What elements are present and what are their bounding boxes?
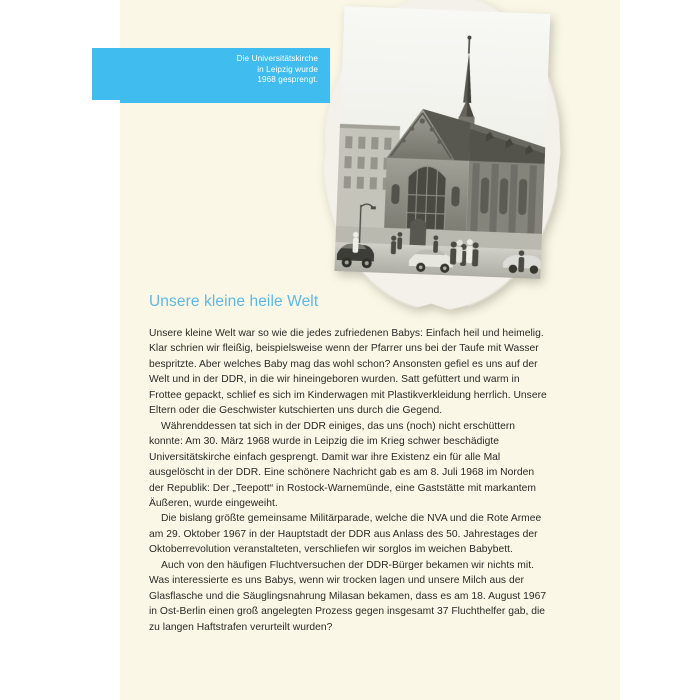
church-photograph-graphic	[334, 6, 550, 279]
caption-line-3: 1968 gesprengt.	[257, 75, 318, 85]
caption-line-1: Die Universitätskirche	[236, 54, 318, 63]
caption-underline-rule	[120, 100, 330, 103]
photo-caption-band	[92, 48, 330, 100]
article-heading: Unsere kleine heile Welt	[149, 293, 319, 310]
photo-image	[334, 6, 550, 279]
photo-universitaetskirche	[316, 0, 568, 316]
body-paragraph-2: Währenddessen tat sich in der DDR einiges, das uns (noch) nicht erschüttern konnte: Am 30. März 1968 wurde in Leipzig die im Krieg schwer beschädigte Universitätskirche einfach gesprengt. Damit war ihre Existenz ein für alle Mal ausgelöscht in der DDR. Eine schönere Nachricht gab es am 8. Juli 1968 im Norden der Republik: Der „Teepott“ in Rostock-Warnemünde, eine Gaststätte mit markantem Äußeren, wurde eingeweiht.	[149, 420, 536, 509]
caption-line-2: in Leipzig wurde	[257, 64, 318, 74]
article-container	[149, 292, 549, 635]
body-paragraph-4: Auch von den häufigen Fluchtversuchen der DDR-Bürger bekamen wir nichts mit. Was interessierte es uns Babys, wenn wir trocken lagen und unsere Milch aus der Glasflasche und die Säuglingsnahrung Milasan bekamen, dass es am 18. August 1967 in Ost-Berlin einen groß angelegten Prozess gegen insgesamt 37 Fluchthelfer gab, die zu langen Haftstrafen verurteilt wurden?	[149, 559, 547, 633]
body-paragraph-3: Die bislang größte gemeinsame Militärparade, welche die NVA und die Rote Armee am 29. Oktober 1967 in der Hauptstadt der DDR aus Anlass des 50. Jahrestages der Oktoberrevolution veranstalteten, verschliefen wir sorglos im weichen Babybett.	[149, 513, 542, 556]
body-paragraph-1: Unsere kleine Welt war so wie die jedes zufriedenen Babys: Einfach heil und heimelig. Klar schrien wir fleißig, beispielsweise wenn der Pfarrer uns bei der Taufe mit Wasser bespritzte. Aber welches Baby mag das wohl schon? Ansonsten gefiel es uns auf der Welt und in der DDR, in die wir hineingeboren wurden. Satt gefüttert und warm in Frottee gepackt, schlief es sich im Kinderwagen mit Plastikverkleidung herrlich. Unsere Eltern oder die Geschwister kutschierten uns durch die Gegend.	[149, 328, 547, 417]
